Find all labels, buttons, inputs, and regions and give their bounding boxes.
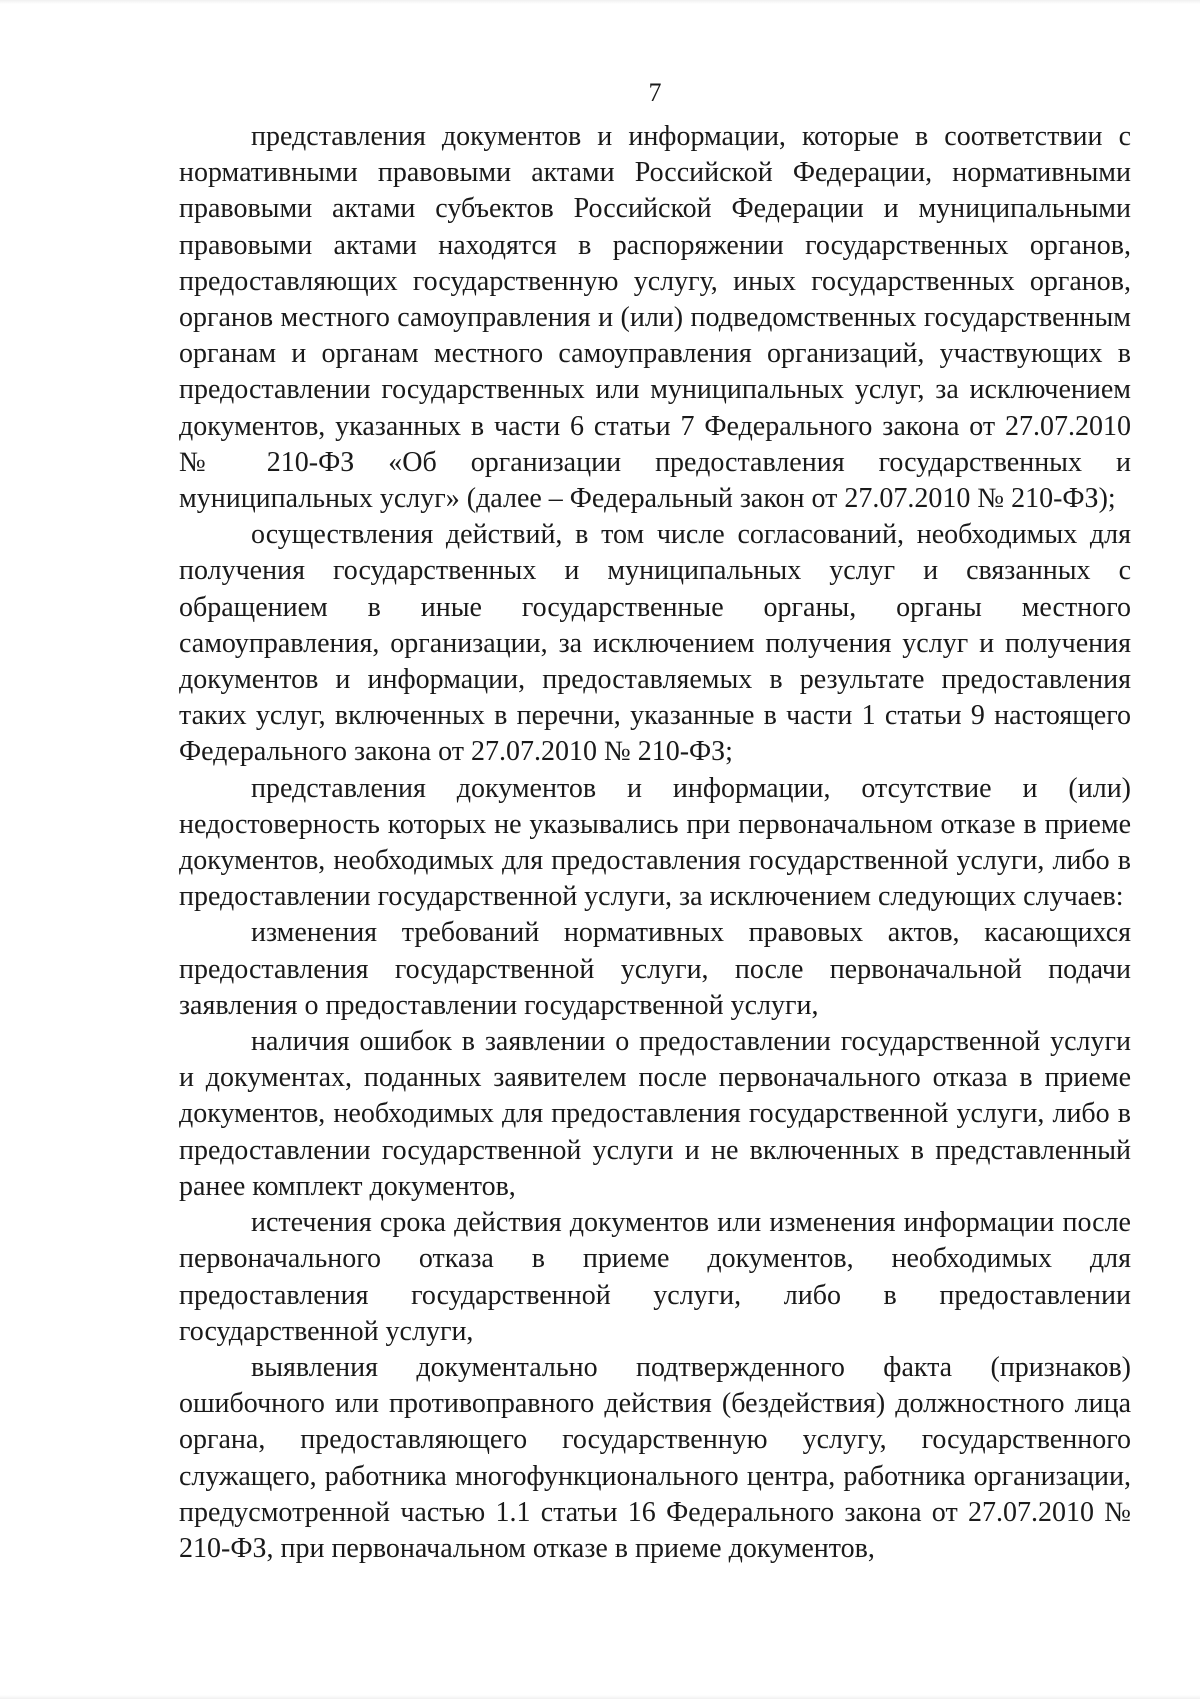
page-number: 7	[648, 78, 662, 107]
paragraph-1: представления документов и информации, которые в соответствии с нормативными правовыми актами Российской Федерации, нормативными правовыми актами субъектов Российской Федерации и муниципальными правовыми актами находятся в распоряжении государственных органов, предоставляющих государственную услугу, иных государственных органов, органов местного самоуправления и (или) подведомственных государственным органам и органам местного самоуправления организаций, участвующих в предоставлении государственных или муниципальных услуг, за исключением документов, указанных в части 6 статьи 7 Федерального закона от 27.07.2010 № 210-ФЗ «Об организации предоставления государственных и муниципальных услуг» (далее – Федеральный закон от 27.07.2010 № 210-ФЗ);	[179, 121, 1131, 515]
scan-bottom-edge	[0, 1695, 1200, 1699]
paragraph-5: наличия ошибок в заявлении о предоставлении государственной услуги и документах, поданных заявителем после первоначального отказа в приеме документов, необходимых для предоставления государственной услуги, либо в предоставлении государственной услуги и не включенных в представленный ранее комплект документов,	[179, 1026, 1131, 1202]
paragraph-6: истечения срока действия документов или изменения информации после первоначального отказа в приеме документов, необходимых для предоставления государственной услуги, либо в предоставлении государственной услуги,	[179, 1207, 1131, 1347]
scan-top-edge	[0, 0, 1200, 4]
paragraph-7: выявления документально подтвержденного факта (признаков) ошибочного или противоправного действия (бездействия) должностного лица органа, предоставляющего государственную услугу, государственного служащего, работника многофункционального центра, работника организации, предусмотренной частью 1.1 статьи 16 Федерального закона от 27.07.2010 № 210-ФЗ, при первоначальном отказе в приеме документов,	[179, 1351, 1131, 1564]
document-body	[179, 119, 1131, 1567]
paragraph-4: изменения требований нормативных правовых актов, касающихся предоставления государственной услуги, после первоначальной подачи заявления о предоставлении государственной услуги,	[179, 917, 1131, 1021]
paragraph-2: осуществления действий, в том числе согласований, необходимых для получения государственных и муниципальных услуг и связанных с обращением в иные государственные органы, органы местного самоуправления, организации, за исключением получения услуг и получения документов и информации, предоставляемых в результате предоставления таких услуг, включенных в перечни, указанные в части 1 статьи 9 настоящего Федерального закона от 27.07.2010 № 210-ФЗ;	[179, 519, 1131, 768]
paragraph-3: представления документов и информации, отсутствие и (или) недостоверность которых не указывались при первоначальном отказе в приеме документов, необходимых для предоставления государственной услуги, либо в предоставлении государственной услуги, за исключением следующих случаев:	[179, 772, 1131, 913]
